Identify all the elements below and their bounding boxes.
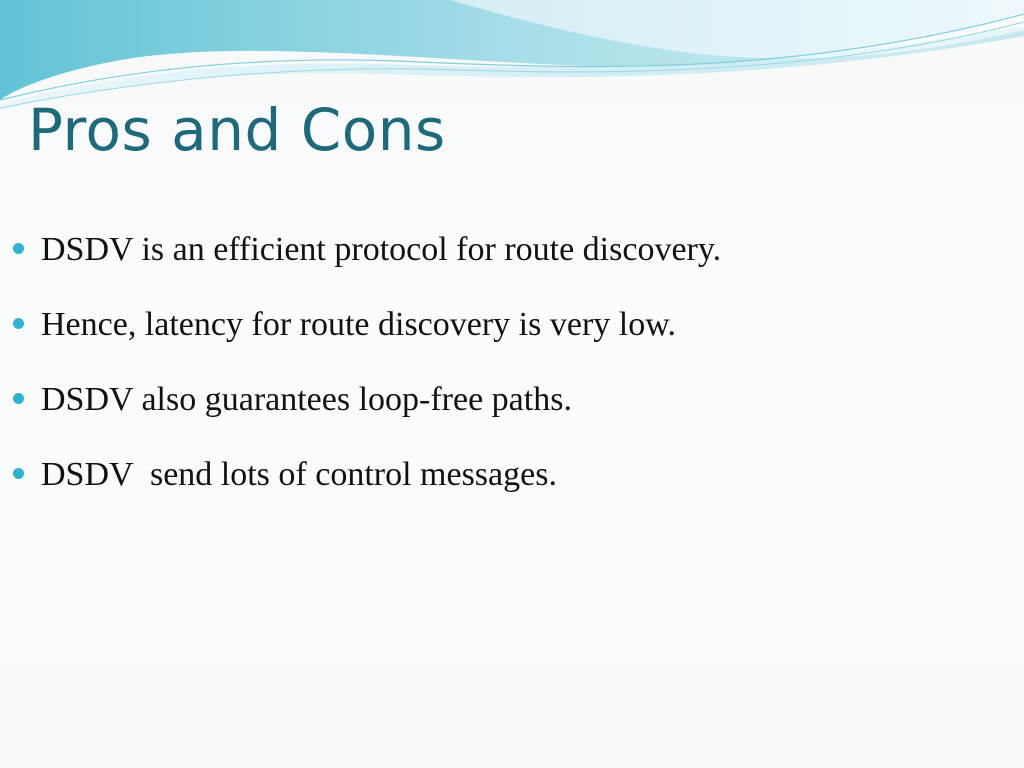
bullet-icon [13,318,24,329]
bullet-text: Hence, latency for route discovery is very low. [41,306,677,343]
bullet-icon [13,393,24,404]
bullet-text: DSDV send lots of control messages. [41,456,557,493]
bullet-icon [13,468,24,479]
slide-title: Pros and Cons [28,96,446,164]
list-item [10,374,1000,426]
bullet-text: DSDV is an efficient protocol for route discovery. [41,231,722,268]
list-item [10,449,1000,501]
bullet-list [10,224,1000,524]
list-item [10,299,1000,351]
list-item [10,224,1000,276]
bullet-text: DSDV also guarantees loop-free paths. [41,381,572,418]
bullet-icon [13,243,24,254]
